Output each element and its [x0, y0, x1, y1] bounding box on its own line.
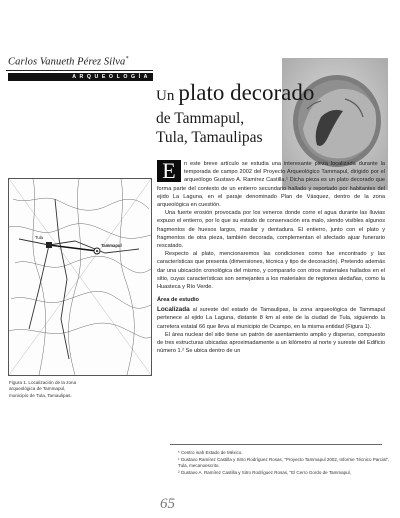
map-city-marker	[46, 242, 52, 248]
title-line-2: de Tammapul,	[156, 110, 245, 127]
author-footnote-mark: *	[125, 56, 129, 62]
paragraph-4	[157, 306, 385, 331]
section-heading: Área de estudio	[157, 297, 199, 304]
title-line-3: Tula, Tamaulipas	[156, 129, 263, 146]
paragraph-1-text: n este breve artículo se estudia una interesante pieza localizada durante la temporada de campo 2002 del Proyecto Arqueológico Tammapul, dirigido por el arqueólogo Gustavo A. Ramírez Castilla.¹ Dicha pieza es un plato decorado que forma parte del contexto de un entierro secundario hallado y reportado por habitantes del ejido La Laguna, en el paraje denominado Plan de Vásquez, dentro de la zona arqueológica en cuestión.	[157, 161, 385, 209]
article-title	[156, 81, 314, 104]
footnotes	[178, 450, 390, 476]
article-body	[157, 160, 385, 355]
map-label-tula: Tula	[35, 235, 43, 240]
paragraph-5: El área nuclear del sitio tiene un patrón de asentamiento amplio y disperso, compuesto de tres estructuras ubicadas aproximadamente a un kilómetro al norte y sureste del Edificio número 1.² Se ubica dentro de un	[157, 331, 385, 355]
footnote-rule	[170, 444, 382, 445]
figure-caption: Figura 1. Localización de la zona arqueológica de Tammapul, municipio de Tula, Tamaulipas.	[9, 380, 77, 398]
paragraph-4-lead: Localizada	[157, 306, 190, 314]
paragraph-4-text: al sureste del estado de Tamaulipas, la zona arqueológica de Tammapul pertenece al ejido La Laguna, distante 8 km al este de la ciudad de Tula, siguiendo la carretera estatal 66 que lleva al municipio de Ocampo, en la misma entidad (Figura 1).	[157, 307, 385, 330]
section-label: ARQUEOLOGÍA	[8, 73, 153, 81]
footnote-1: * Centro inah Estado de México.	[178, 450, 243, 455]
header-rule	[6, 70, 153, 71]
author-text: Carlos Vanueth Pérez Silva	[8, 56, 126, 68]
paragraph-3: Respecto al plato, mencionaremos las condiciones como fue encontrado y las características que presenta (dimensiones, técnica y tipo de decoración). Pretendo además dar una ubicación cronológica del mismo, y compararlo con otros materiales hallados en el sitio, cuyas características son semejantes a los materiales de regiones aledañas, como la Huasteca y Río Verde.	[157, 251, 385, 291]
title-main: plato decorado	[178, 80, 315, 105]
author-name	[8, 56, 129, 68]
paragraph-2: Una fuerte erosión provocada por los veneros donde corre el agua durante las lluvias expuso el entierro, por lo que su estado de conservación era malo, siendo visibles algunos fragmentos de huesos largos, maxilar y dentadura. El entierro, junto con el plato y fragmentos de otra pieza, también decorada, complementan el afectado ajuar funerario rescatado.	[157, 210, 385, 250]
title-prefix: Un	[156, 88, 175, 104]
map-drawing	[9, 179, 151, 375]
footnote-2: ¹ Gustavo Ramírez Castilla y Sitro Rodríguez Rosas, "Proyecto Tammapul 2002, Informe Técnico Parcial", Tula, mecanoescrito.	[178, 456, 390, 469]
drop-cap: E	[157, 160, 181, 182]
map-label-tammapul: Tammapul	[101, 243, 122, 248]
location-map	[8, 178, 152, 376]
footnote-3: ² Gustavo A. Ramírez Castilla y Sitro Rodríguez Rosas, "El Cerro Gordo de Tammapul,	[178, 469, 351, 475]
page-number: 65	[160, 496, 175, 512]
paragraph-1	[157, 160, 385, 209]
